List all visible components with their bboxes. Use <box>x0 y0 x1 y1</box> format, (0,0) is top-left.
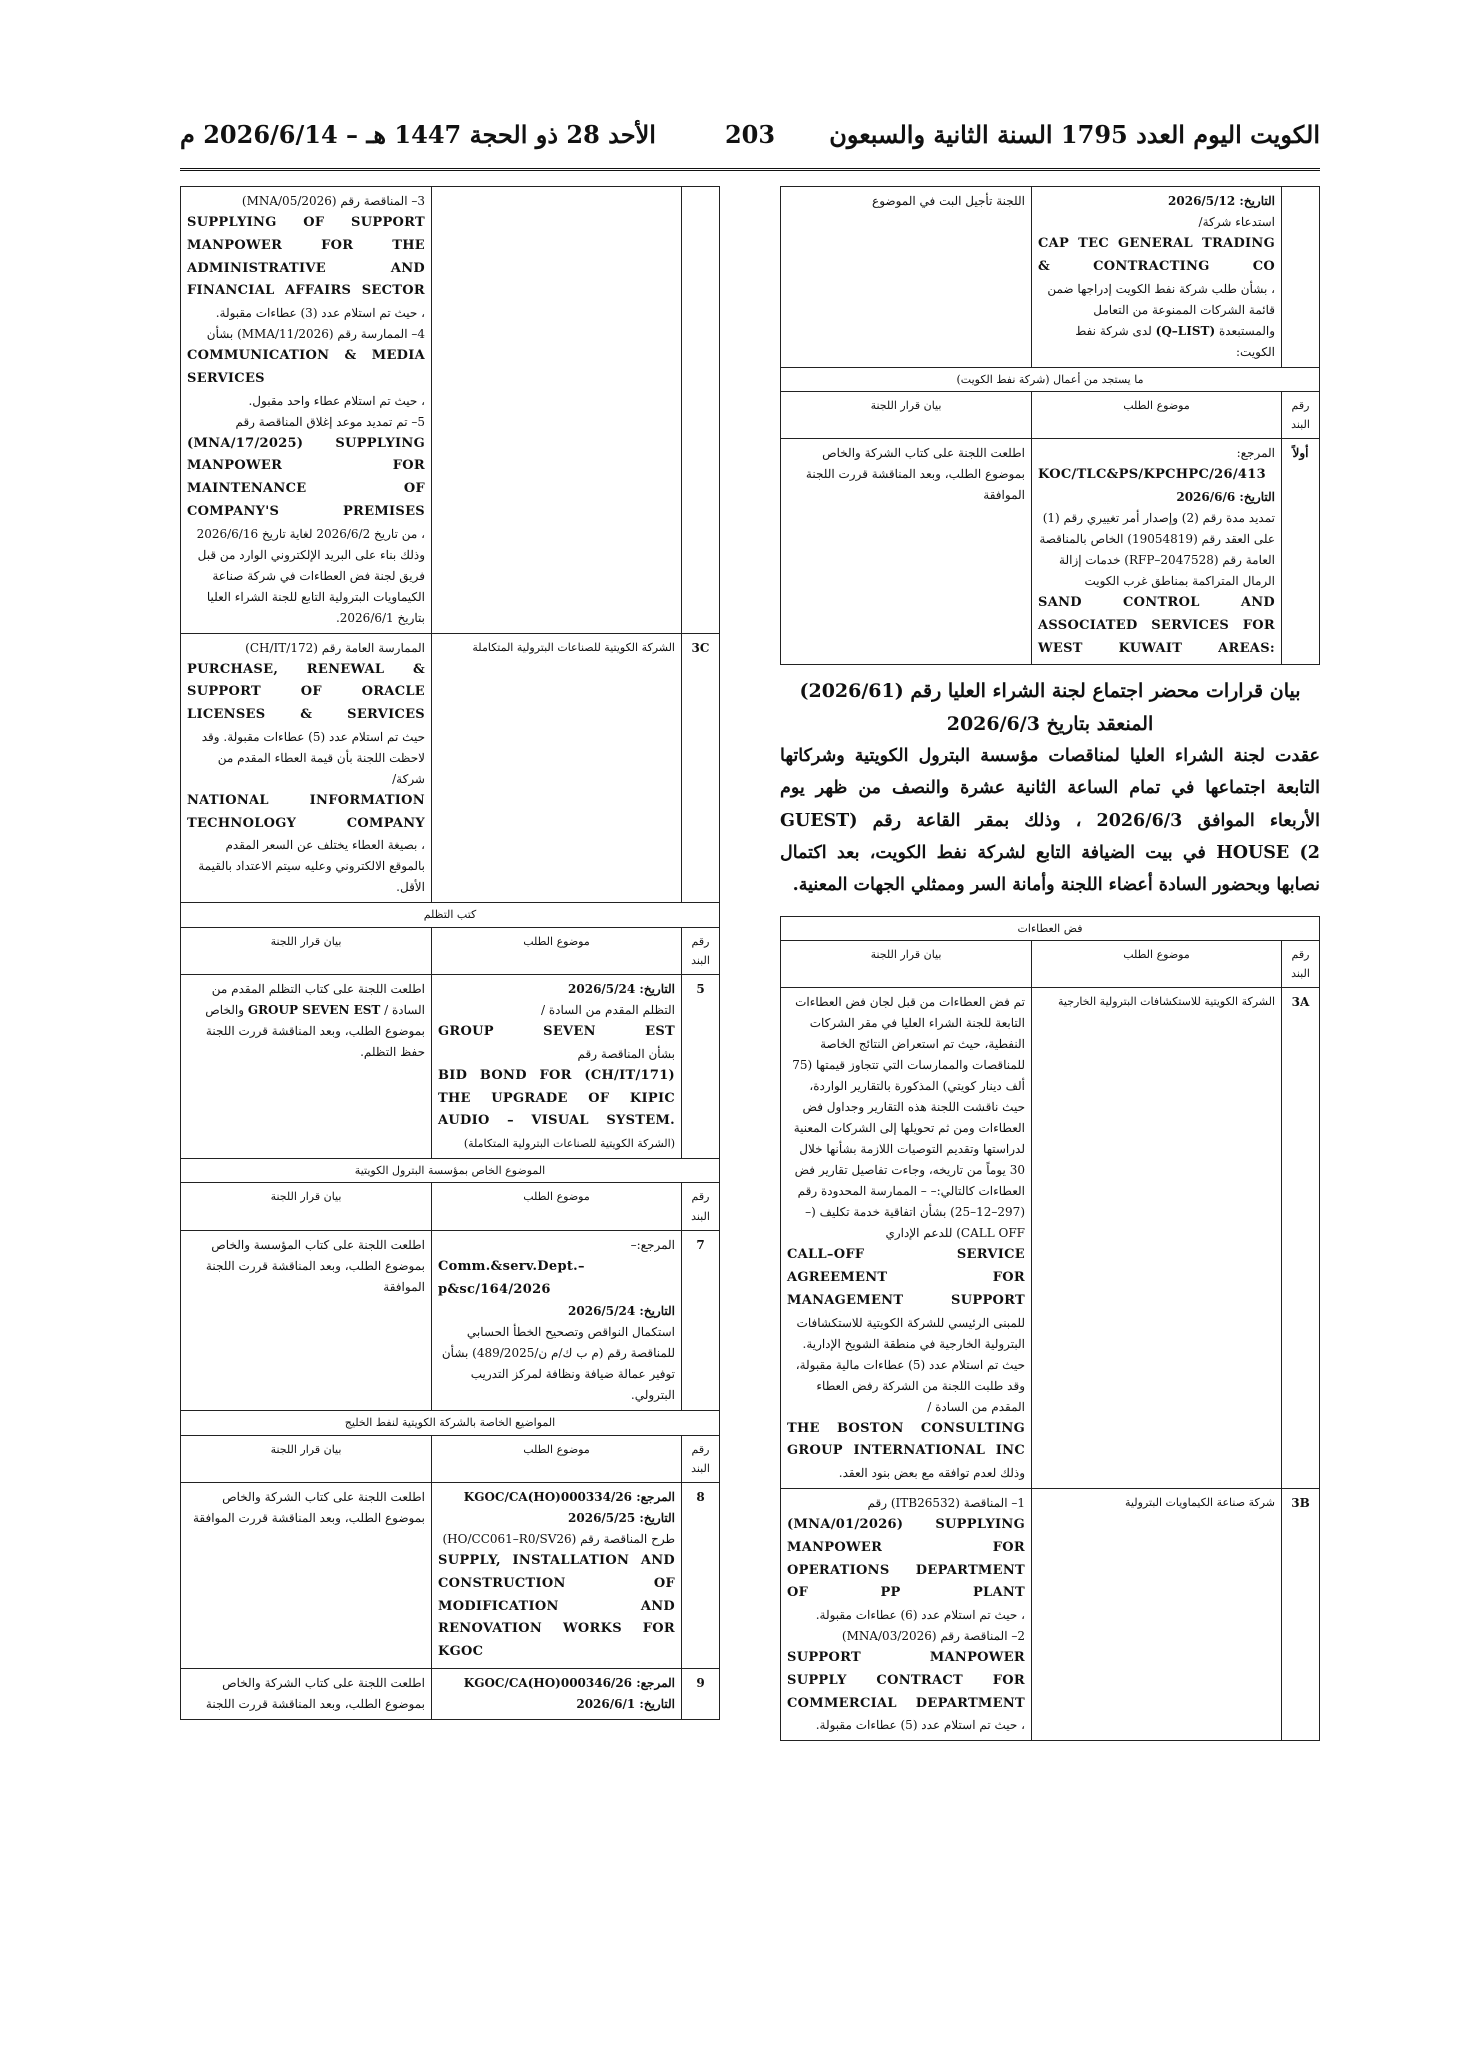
table-row: 5 التاريخ: 2026/5/24 التظلم المقدم من السادة / GROUP SEVEN EST بشأن المناقصة رقم BID BOND FOR (CH/IT/171) THE UPGRADE OF KIPIC AUDIO – VISUAL SYSTEM. (الشركة الكويتية للصناعات البترولية المتكاملة) اطلعت اللجنة على كتاب التظلم المقدم من السادة / GROUP SEVEN EST والخاص بموضوع الطلب، وبعد المناقشة قررت اللجنة حفظ التظلم. <box>181 975 720 1159</box>
row-decision: اطلعت اللجنة على كتاب المؤسسة والخاص بموضوع الطلب، وبعد المناقشة قررت اللجنة الموافقة <box>181 1230 432 1411</box>
table-header: رقم البند موضوع الطلب بيان قرار اللجنة <box>781 940 1320 988</box>
row-subject: الشركة الكويتية للاستكشافات البترولية الخارجية <box>1032 988 1282 1489</box>
table-row: 8 المرجع: KGOC/CA(HO)000334/26 التاريخ: 2026/5/25 طرح المناقصة رقم (HO/CC061–R0/SV26) SUPPLY, INSTALLATION AND CONSTRUCTION OF MODIFICATION AND RENOVATION WORKS FOR KGOC اطلعت اللجنة على كتاب الشركة والخاص بموضوع الطلب، وبعد المناقشة قررت الموافقة <box>181 1483 720 1669</box>
table-row: أولاً المرجع: KOC/TLC&PS/KPCHPC/26/413 التاريخ: 2026/6/6 تمديد مدة رقم (2) وإصدار أمر تغييري رقم (1) على العقد رقم (19054819) الخاص بالمناقصة العامة رقم (RFP–2047528) خدمات إزالة الرمال المتراكمة بمناطق غرب الكويت SAND CONTROL AND ASSOCIATED SERVICES FOR WEST KUWAIT AREAS: اطلعت اللجنة على كتاب الشركة والخاص بموضوع الطلب، وبعد المناقشة قررت اللجنة الموافقة <box>781 439 1320 665</box>
left-column <box>180 186 720 1720</box>
table-row: 7 المرجع:– Comm.&serv.Dept.–p&sc/164/2026 التاريخ: 2026/5/24 استكمال النواقص وتصحيح الخطأ الحسابي للمناقصة رقم (م ب ك/م ن/489/2025) بشأن توفير عمالة ضيافة ونظافة لمركز التدريب البترولي. اطلعت اللجنة على كتاب المؤسسة والخاص بموضوع الطلب، وبعد المناقشة قررت اللجنة الموافقة <box>181 1230 720 1411</box>
table-row: 3C الشركة الكويتية للصناعات البترولية المتكاملة الممارسة العامة رقم (CH/IT/172) PURCHASE, RENEWAL & SUPPORT OF ORACLE LICENSES & SERVICES حيث تم استلام عدد (5) عطاءات مقبولة. وقد لاحظت اللجنة بأن قيمة العطاء المقدم من شركة/ NATIONAL INFORMATION TECHNOLOGY COMPANY ، بصيغة العطاء يختلف عن السعر المقدم بالموقع الالكتروني وعليه سيتم الاعتداد بالقيمة الأقل. <box>181 633 720 903</box>
section-row: ما يستجد من أعمال (شركة نفط الكويت) <box>781 367 1320 391</box>
minutes-date: المنعقد بتاريخ 2026/6/3 <box>946 712 1154 735</box>
bids-table-continued <box>180 186 720 1720</box>
row-decision: اطلعت اللجنة على كتاب الشركة والخاص بموضوع الطلب، وبعد المناقشة قررت اللجنة <box>181 1668 432 1719</box>
row-subject: المرجع:– Comm.&serv.Dept.–p&sc/164/2026 التاريخ: 2026/5/24 استكمال النواقص وتصحيح الخطأ الحسابي للمناقصة رقم (م ب ك/م ن/489/2025) بشأن توفير عمالة ضيافة ونظافة لمركز التدريب البترولي. <box>432 1230 682 1411</box>
table-row <box>181 187 720 634</box>
right-column <box>780 186 1320 1741</box>
minutes-title: بيان قرارات محضر اجتماع لجنة الشراء العليا رقم (2026/61) <box>799 680 1301 703</box>
row-subject: الشركة الكويتية للصناعات البترولية المتكاملة <box>432 633 682 903</box>
row-subject: التاريخ: 2026/5/12 استدعاء شركة/ CAP TEC GENERAL TRADING & CONTRACTING CO ، بشأن طلب شركة نفط الكويت إدراجها ضمن قائمة الشركات الممنوعة من التعامل والمستبعدة (Q–LIST) لدى شركة نفط الكويت: <box>1032 187 1282 368</box>
table-header: رقم البند موضوع الطلب بيان قرار اللجنة <box>181 927 720 975</box>
row-decision: اطلعت اللجنة على كتاب التظلم المقدم من السادة / GROUP SEVEN EST والخاص بموضوع الطلب، وبعد المناقشة قررت اللجنة حفظ التظلم. <box>181 975 432 1159</box>
row-subject: شركة صناعة الكيماويات البترولية <box>1032 1489 1282 1741</box>
row-decision: تم فض العطاءات من قبل لجان فض العطاءات التابعة للجنة الشراء العليا في مقر الشركات النفطية، حيث تم استعراض النتائج الخاصة للمناقصات والممارسات التي تتجاوز قيمتها (75 ألف دينار كويتي) المذكورة بالتقارير الواردة، حيث ناقشت اللجنة هذه التقارير وجداول فض العطاءات ومن ثم تحويلها إلى الشركات المعنية لدراستها وتقديم التوصيات اللازمة بشأنها خلال 30 يوماً من تاريخه، وجاءت تفاصيل تقارير فض العطاءات كالتالي:– – الممارسة المحدودة رقم (297–12–25) بشأن اتفاقية خدمة تكليف (–CALL OFF) للدعم الإداري CALL–OFF SERVICE AGREEMENT FOR MANAGEMENT SUPPORT للمبنى الرئيسي للشركة الكويتية للاستكشافات البترولية الخارجية في منطقة الشويخ الإدارية. حيث تم استلام عدد (5) عطاءات مالية مقبولة، وقد طلبت اللجنة من الشركة رفض العطاء المقدم من السادة / THE BOSTON CONSULTING GROUP INTERNATIONAL INC وذلك لعدم توافقه مع بعض بنود العقد. <box>781 988 1032 1489</box>
row-subject: التاريخ: 2026/5/24 التظلم المقدم من السادة / GROUP SEVEN EST بشأن المناقصة رقم BID BOND FOR (CH/IT/171) THE UPGRADE OF KIPIC AUDIO – VISUAL SYSTEM. (الشركة الكويتية للصناعات البترولية المتكاملة) <box>432 975 682 1159</box>
row-decision: الممارسة العامة رقم (CH/IT/172) PURCHASE, RENEWAL & SUPPORT OF ORACLE LICENSES & SERVICES حيث تم استلام عدد (5) عطاءات مقبولة. وقد لاحظت اللجنة بأن قيمة العطاء المقدم من شركة/ NATIONAL INFORMATION TECHNOLOGY COMPANY ، بصيغة العطاء يختلف عن السعر المقدم بالموقع الالكتروني وعليه سيتم الاعتداد بالقيمة الأقل. <box>181 633 432 903</box>
section-row: الموضوع الخاص بمؤسسة البترول الكويتية <box>181 1159 720 1183</box>
pending-table <box>780 186 1320 665</box>
row-subject: المرجع: KGOC/CA(HO)000334/26 التاريخ: 2026/5/25 طرح المناقصة رقم (HO/CC061–R0/SV26) SUPPLY, INSTALLATION AND CONSTRUCTION OF MODIFICATION AND RENOVATION WORKS FOR KGOC <box>432 1483 682 1669</box>
section-row: المواضيع الخاصة بالشركة الكويتية لنفط الخليج <box>181 1411 720 1435</box>
row-decision: 3– المناقصة رقم (MNA/05/2026) SUPPLYING OF SUPPORT MANPOWER FOR THE ADMINISTRATIVE AND FINANCIAL AFFAIRS SECTOR ، حيث تم استلام عدد (3) عطاءات مقبولة. 4– الممارسة رقم (MMA/11/2026) بشأن COMMUNICATION & MEDIA SERVICES ، حيث تم استلام عطاء واحد مقبول. 5– تم تمديد موعد إغلاق المناقصة رقم (MNA/17/2025) SUPPLYING MANPOWER FOR MAINTENANCE OF COMPANY'S PREMISES ، من تاريخ 2026/6/2 لغاية تاريخ 2026/6/16 وذلك بناء على البريد الإلكتروني الوارد من قبل فريق لجنة فض العطاءات في شركة صناعة الكيماويات البترولية التابع للجنة الشراء العليا بتاريخ 2026/6/1. <box>181 187 432 634</box>
minutes-statement <box>780 675 1320 901</box>
section-row: فض العطاءات <box>781 916 1320 940</box>
row-decision: 1– المناقصة (ITB26532) رقم (MNA/01/2026) SUPPLYING MANPOWER FOR OPERATIONS DEPARTMENT OF PP PLANT ، حيث تم استلام عدد (6) عطاءات مقبولة. 2– المناقصة رقم (MNA/03/2026) SUPPORT MANPOWER SUPPLY CONTRACT FOR COMMERCIAL DEPARTMENT ، حيث تم استلام عدد (5) عطاءات مقبولة. <box>781 1489 1032 1741</box>
table-row: 3A الشركة الكويتية للاستكشافات البترولية الخارجية تم فض العطاءات من قبل لجان فض العطاءات التابعة للجنة الشراء العليا في مقر الشركات النفطية، حيث تم استعراض النتائج الخاصة للمناقصات والممارسات التي تتجاوز قيمتها (75 ألف دينار كويتي) المذكورة بالتقارير الواردة، حيث ناقشت اللجنة هذه التقارير وجداول فض العطاءات ومن ثم تحويلها إلى الشركات المعنية لدراستها وتقديم التوصيات اللازمة بشأنها خلال 30 يوماً من تاريخه، وجاءت تفاصيل تقارير فض العطاءات كالتالي:– – الممارسة المحدودة رقم (297–12–25) بشأن اتفاقية خدمة تكليف (–CALL OFF) للدعم الإداري CALL–OFF SERVICE AGREEMENT FOR MANAGEMENT SUPPORT للمبنى الرئيسي للشركة الكويتية للاستكشافات البترولية الخارجية في منطقة الشويخ الإدارية. حيث تم استلام عدد (5) عطاءات مالية مقبولة، وقد طلبت اللجنة من الشركة رفض العطاء المقدم من السادة / THE BOSTON CONSULTING GROUP INTERNATIONAL INC وذلك لعدم توافقه مع بعض بنود العقد. <box>781 988 1320 1489</box>
header-date: الأحد 28 ذو الحجة 1447 هـ – 2026/6/14 م <box>180 120 656 149</box>
table-row: 3B شركة صناعة الكيماويات البترولية 1– المناقصة (ITB26532) رقم (MNA/01/2026) SUPPLYING MANPOWER FOR OPERATIONS DEPARTMENT OF PP PLANT ، حيث تم استلام عدد (6) عطاءات مقبولة. 2– المناقصة رقم (MNA/03/2026) SUPPORT MANPOWER SUPPLY CONTRACT FOR COMMERCIAL DEPARTMENT ، حيث تم استلام عدد (5) عطاءات مقبولة. <box>781 1489 1320 1741</box>
header-rule <box>180 168 1320 171</box>
table-row <box>781 187 1320 368</box>
row-subject: المرجع: KGOC/CA(HO)000346/26 التاريخ: 2026/6/1 <box>432 1668 682 1719</box>
minutes-body: عقدت لجنة الشراء العليا لمناقصات مؤسسة البترول الكويتية وشركاتها التابعة اجتماعها في تمام الساعة الثانية عشرة والنصف من ظهر يوم الأربعاء الموافق 2026/6/3 ، وذلك بمقر القاعة رقم (GUEST HOUSE (2 في بيت الضيافة التابع لشركة نفط الكويت، بعد اكتمال نصابها وبحضور السادة أعضاء اللجنة وأمانة السر وممثلي الجهات المعنية. <box>780 745 1320 896</box>
section-row: كتب التظلم <box>181 903 720 927</box>
row-subject: المرجع: KOC/TLC&PS/KPCHPC/26/413 التاريخ: 2026/6/6 تمديد مدة رقم (2) وإصدار أمر تغييري رقم (1) على العقد رقم (19054819) الخاص بالمناقصة العامة رقم (RFP–2047528) خدمات إزالة الرمال المتراكمة بمناطق غرب الكويت SAND CONTROL AND ASSOCIATED SERVICES FOR WEST KUWAIT AREAS: <box>1032 439 1282 665</box>
table-header: رقم البند موضوع الطلب بيان قرار اللجنة <box>181 1183 720 1231</box>
header-issue: الكويت اليوم العدد 1795 السنة الثانية والسبعون <box>829 120 1320 149</box>
row-decision: اللجنة تأجيل البت في الموضوع <box>781 187 1032 368</box>
bids-table <box>780 916 1320 1742</box>
page-number: 203 <box>724 120 776 149</box>
table-header: رقم البند موضوع الطلب بيان قرار اللجنة <box>181 1435 720 1483</box>
row-decision: اطلعت اللجنة على كتاب الشركة والخاص بموضوع الطلب، وبعد المناقشة قررت الموافقة <box>181 1483 432 1669</box>
table-row: 9 المرجع: KGOC/CA(HO)000346/26 التاريخ: 2026/6/1 اطلعت اللجنة على كتاب الشركة والخاص بموضوع الطلب، وبعد المناقشة قررت اللجنة <box>181 1668 720 1719</box>
table-header: رقم البند موضوع الطلب بيان قرار اللجنة <box>781 391 1320 439</box>
row-decision: اطلعت اللجنة على كتاب الشركة والخاص بموضوع الطلب، وبعد المناقشة قررت اللجنة الموافقة <box>781 439 1032 665</box>
